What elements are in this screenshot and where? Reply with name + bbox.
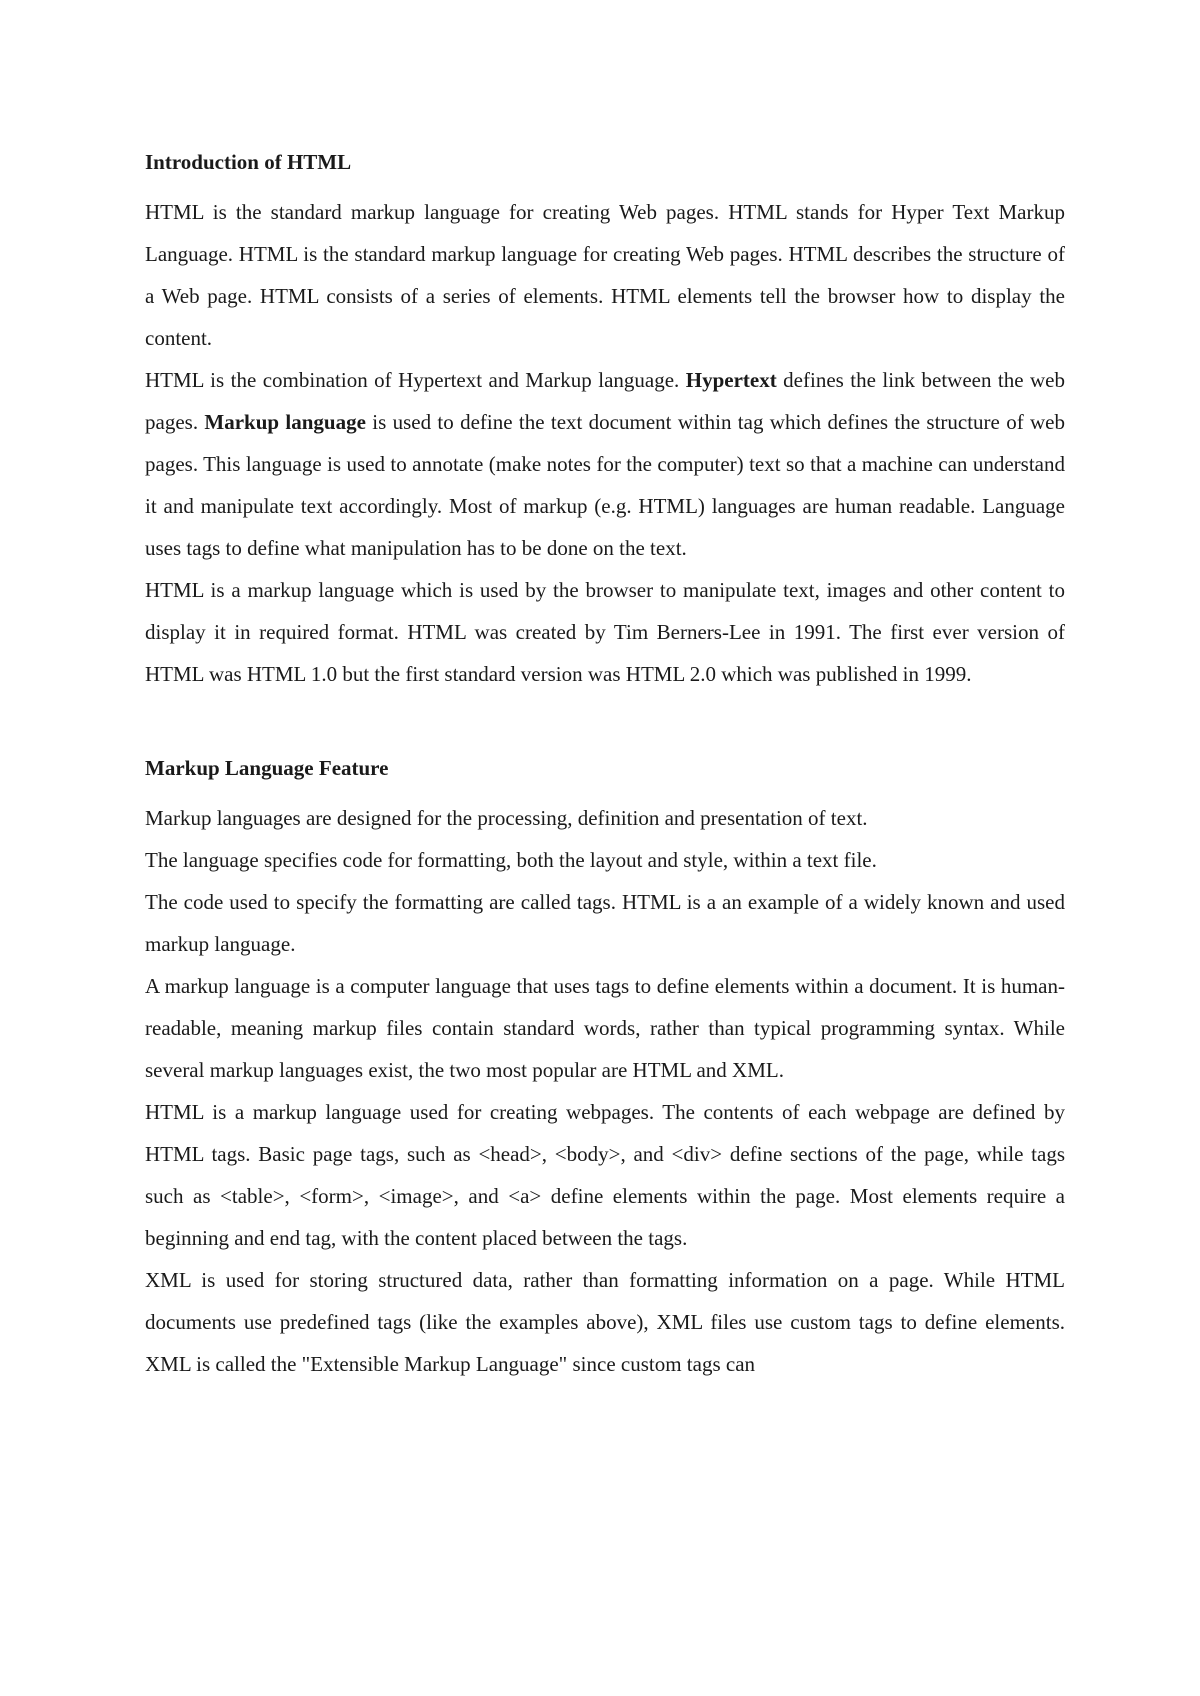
- paragraph-markup-tags: The code used to specify the formatting are called tags. HTML is a an example of a widely known and used markup language.: [145, 890, 1065, 956]
- paragraph-html-history: HTML is a markup language which is used by the browser to manipulate text, images and other content to display it in required format. HTML was created by Tim Berners-Lee in 1991. The first ever version of HTML was HTML 1.0 but the first standard version was HTML 2.0 which was published in 1999.: [145, 578, 1065, 686]
- section-spacer: [145, 695, 1065, 747]
- paragraph-html-tags: HTML is a markup language used for creating webpages. The contents of each webpage are defined by HTML tags. Basic page tags, such as <head>, <body>, and <div> define sections of the page, while tags such as <table>, <form>, <image>, and <a> define elements within the page. Most elements require a beginning and end tag, with the content placed between the tags.: [145, 1100, 1065, 1250]
- paragraph-markup-formatting: The language specifies code for formatting, both the layout and style, within a text file.: [145, 848, 877, 872]
- paragraph-text: defines the link between the web pages.: [145, 368, 1066, 434]
- section-heading-introduction: Introduction of HTML: [145, 150, 352, 174]
- paragraph-xml: XML is used for storing structured data, rather than formatting information on a page. While HTML documents use predefined tags (like the examples above), XML files use custom tags to define elements. XML is called the "Extensible Markup Language" since custom tags can: [145, 1268, 1065, 1376]
- paragraph-html-definition: HTML is the standard markup language for creating Web pages. HTML stands for Hyper Text Markup Language. HTML is the standard markup language for creating Web pages. HTML describes the structure of a Web page. HTML consists of a series of elements. HTML elements tell the browser how to display the content.: [145, 200, 1065, 350]
- document-page: [145, 141, 1065, 1385]
- paragraph-text: is used to define the text document within tag which defines the structure of web pages. This language is used to annotate (make notes for the computer) text so that a machine can understand it and manipulate text accordingly. Most of markup (e.g. HTML) languages are human readable. Language uses tags to define what manipulation has to be done on the text.: [145, 410, 1065, 560]
- term-markup-language: Markup language: [204, 410, 366, 434]
- paragraph-markup-definition: A markup language is a computer language that uses tags to define elements within a document. It is human-readable, meaning markup files contain standard words, rather than typical programming syntax. While several markup languages exist, the two most popular are HTML and XML.: [145, 974, 1065, 1082]
- paragraph-hypertext-markup: [145, 359, 1065, 569]
- paragraph-text: HTML is the combination of Hypertext and Markup language.: [145, 368, 686, 392]
- paragraph-markup-purpose: Markup languages are designed for the processing, definition and presentation of text.: [145, 806, 868, 830]
- section-heading-markup-feature: Markup Language Feature: [145, 756, 389, 780]
- term-hypertext: Hypertext: [685, 368, 777, 392]
